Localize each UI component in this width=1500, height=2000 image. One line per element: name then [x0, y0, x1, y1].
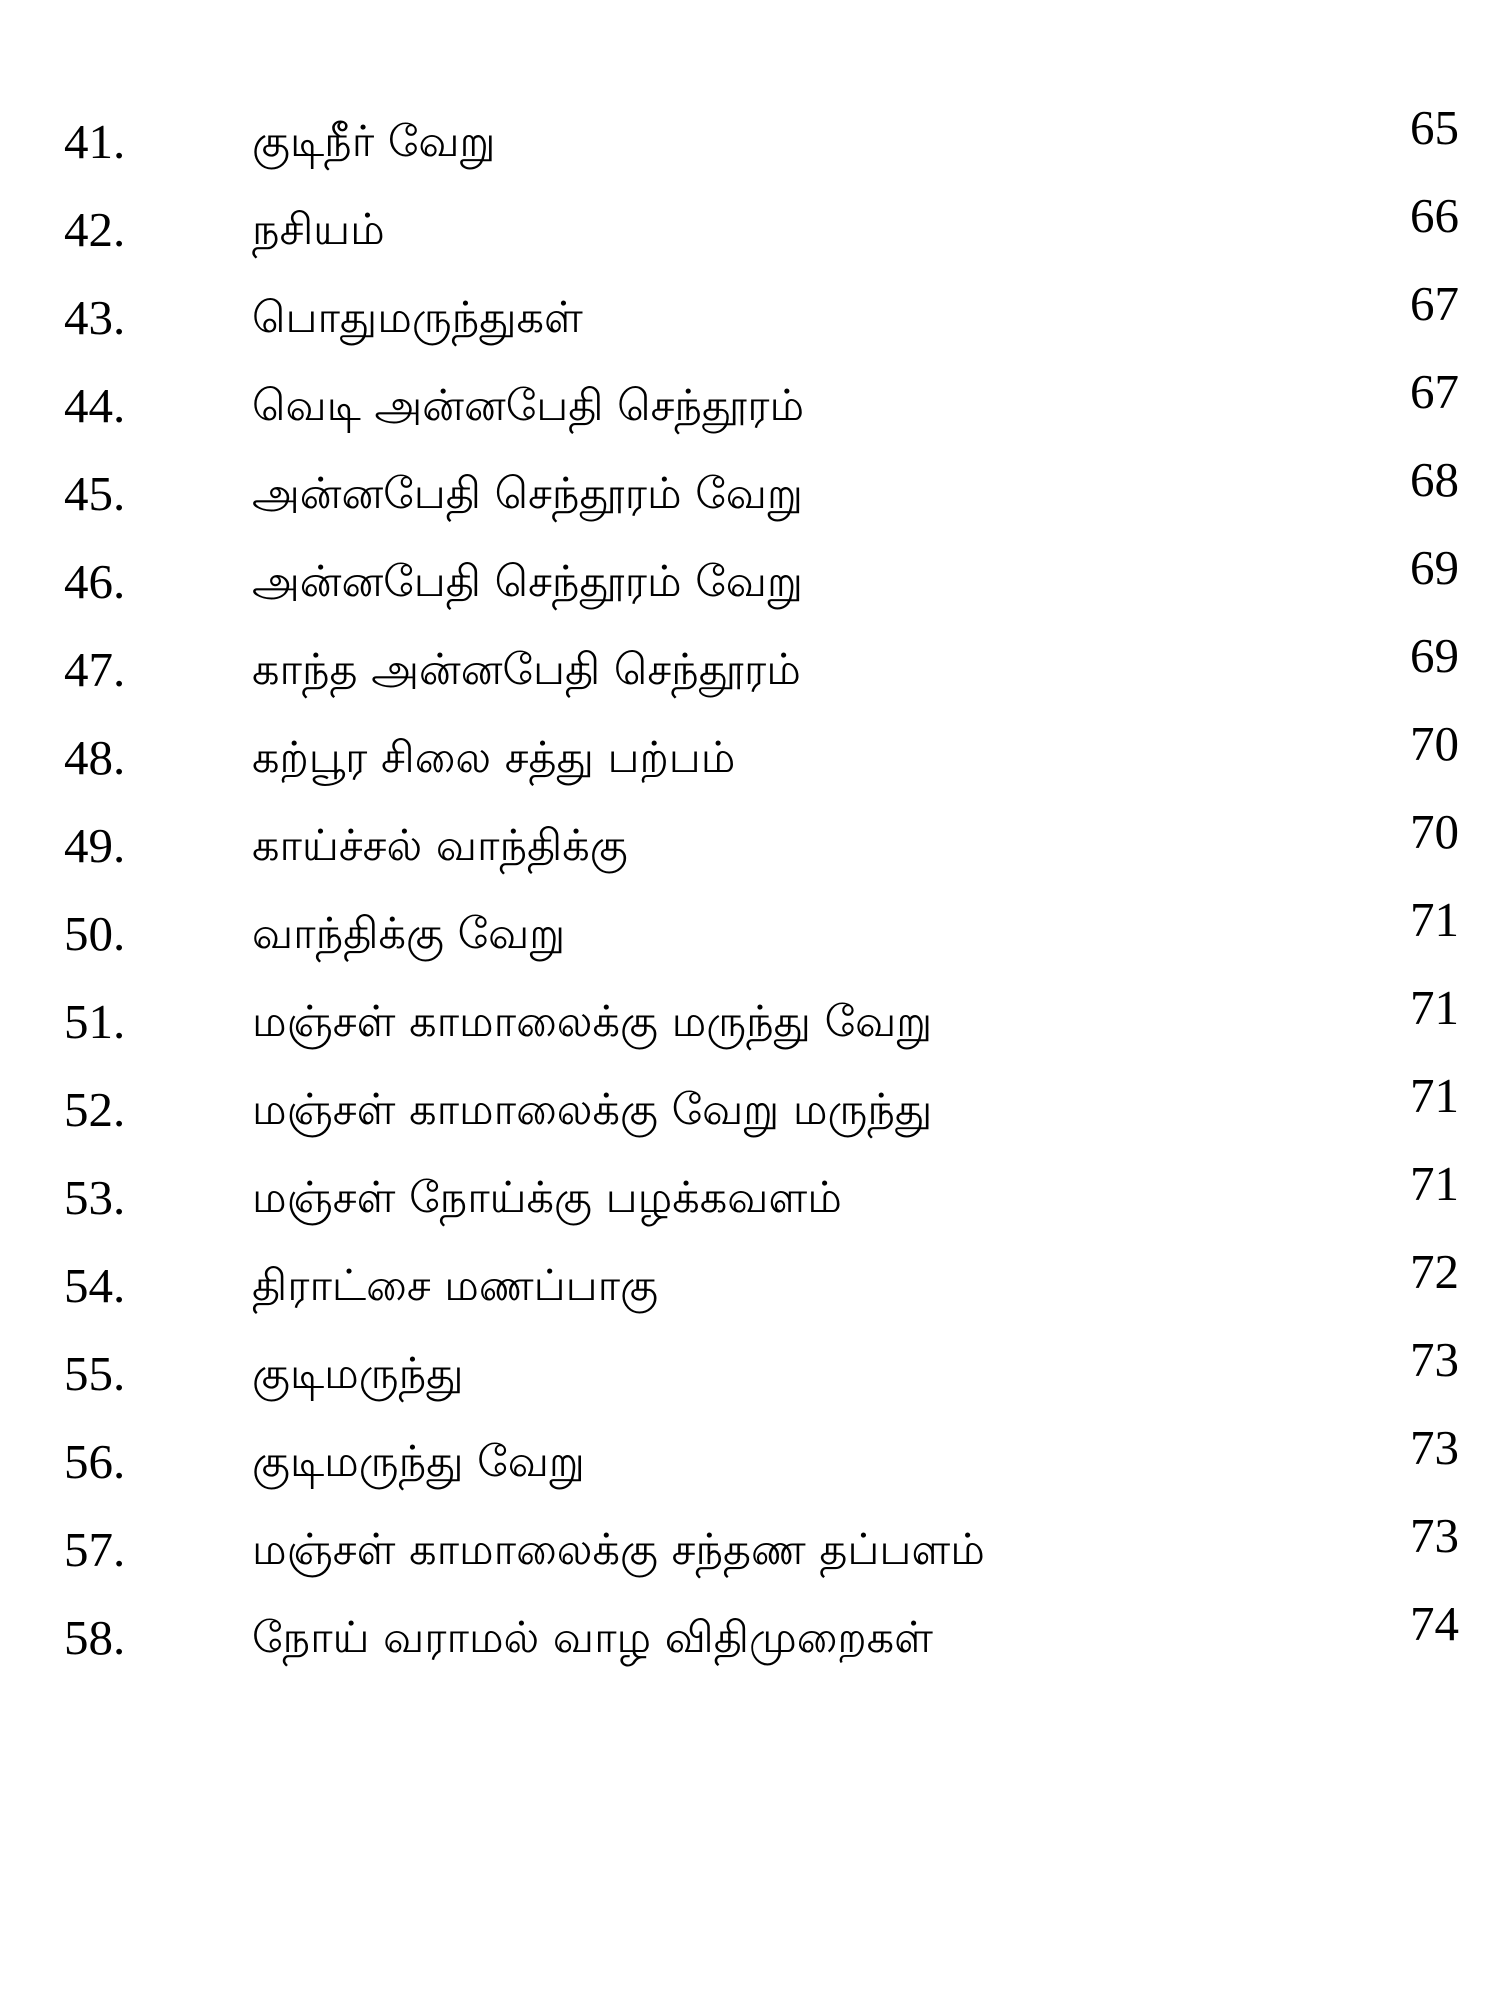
entry-number: 54. — [64, 1258, 126, 1313]
entry-number: 41. — [64, 114, 126, 169]
toc-entry — [64, 628, 1459, 716]
entry-page-number: 65 — [1410, 100, 1459, 155]
toc-entry — [64, 1332, 1459, 1420]
entry-title: மஞ்சள் காமாலைக்கு சந்தண தப்பளம் — [252, 1525, 985, 1575]
toc-entry — [64, 980, 1459, 1068]
entry-page-number: 70 — [1410, 804, 1459, 859]
entry-page-number: 71 — [1410, 892, 1459, 947]
toc-entry — [64, 1068, 1459, 1156]
toc-entry — [64, 1156, 1459, 1244]
entry-title: காந்த அன்னபேதி செந்தூரம் — [252, 645, 801, 695]
entry-page-number: 74 — [1410, 1596, 1459, 1651]
entry-page-number: 73 — [1410, 1332, 1459, 1387]
entry-page-number: 72 — [1410, 1244, 1459, 1299]
toc-entry — [64, 1508, 1459, 1596]
entry-number: 57. — [64, 1522, 126, 1577]
entry-page-number: 69 — [1410, 540, 1459, 595]
table-of-contents — [64, 100, 1459, 1684]
entry-title: மஞ்சள் காமாலைக்கு மருந்து வேறு — [252, 997, 933, 1047]
entry-page-number: 71 — [1410, 1156, 1459, 1211]
entry-title: வெடி அன்னபேதி செந்தூரம் — [252, 381, 805, 431]
toc-entry — [64, 804, 1459, 892]
entry-number: 52. — [64, 1082, 126, 1137]
entry-number: 47. — [64, 642, 126, 697]
entry-page-number: 73 — [1410, 1508, 1459, 1563]
entry-title: அன்னபேதி செந்தூரம் வேறு — [252, 469, 803, 519]
entry-page-number: 73 — [1410, 1420, 1459, 1475]
entry-number: 56. — [64, 1434, 126, 1489]
entry-title: பொதுமருந்துகள் — [252, 293, 583, 343]
entry-title: வாந்திக்கு வேறு — [252, 909, 566, 959]
entry-page-number: 70 — [1410, 716, 1459, 771]
entry-title: நோய் வராமல் வாழ விதிமுறைகள் — [252, 1613, 933, 1663]
entry-page-number: 71 — [1410, 1068, 1459, 1123]
toc-entry — [64, 364, 1459, 452]
entry-title: அன்னபேதி செந்தூரம் வேறு — [252, 557, 803, 607]
entry-number: 48. — [64, 730, 126, 785]
entry-number: 45. — [64, 466, 126, 521]
entry-page-number: 67 — [1410, 276, 1459, 331]
entry-number: 43. — [64, 290, 126, 345]
entry-title: குடிநீர் வேறு — [252, 117, 496, 167]
entry-title: காய்ச்சல் வாந்திக்கு — [252, 821, 628, 871]
entry-title: குடிமருந்து வேறு — [252, 1437, 585, 1487]
entry-number: 55. — [64, 1346, 126, 1401]
entry-number: 44. — [64, 378, 126, 433]
toc-entry — [64, 540, 1459, 628]
entry-title: மஞ்சள் நோய்க்கு பழக்கவளம் — [252, 1173, 842, 1223]
toc-entry — [64, 100, 1459, 188]
toc-entry — [64, 716, 1459, 804]
entry-title: கற்பூர சிலை சத்து பற்பம் — [252, 733, 736, 783]
entry-title: மஞ்சள் காமாலைக்கு வேறு மருந்து — [252, 1085, 933, 1135]
toc-entry — [64, 1244, 1459, 1332]
toc-entry — [64, 1420, 1459, 1508]
entry-number: 42. — [64, 202, 126, 257]
entry-number: 46. — [64, 554, 126, 609]
entry-page-number: 71 — [1410, 980, 1459, 1035]
toc-entry — [64, 276, 1459, 364]
toc-entry — [64, 188, 1459, 276]
entry-page-number: 66 — [1410, 188, 1459, 243]
toc-entry — [64, 1596, 1459, 1684]
entry-number: 49. — [64, 818, 126, 873]
entry-page-number: 69 — [1410, 628, 1459, 683]
entry-number: 53. — [64, 1170, 126, 1225]
entry-title: திராட்சை மணப்பாகு — [252, 1261, 659, 1311]
entry-number: 51. — [64, 994, 126, 1049]
entry-number: 50. — [64, 906, 126, 961]
entry-page-number: 67 — [1410, 364, 1459, 419]
toc-entry — [64, 892, 1459, 980]
entry-page-number: 68 — [1410, 452, 1459, 507]
toc-entry — [64, 452, 1459, 540]
entry-title: நசியம் — [252, 205, 385, 255]
entry-title: குடிமருந்து — [252, 1349, 464, 1399]
entry-number: 58. — [64, 1610, 126, 1665]
